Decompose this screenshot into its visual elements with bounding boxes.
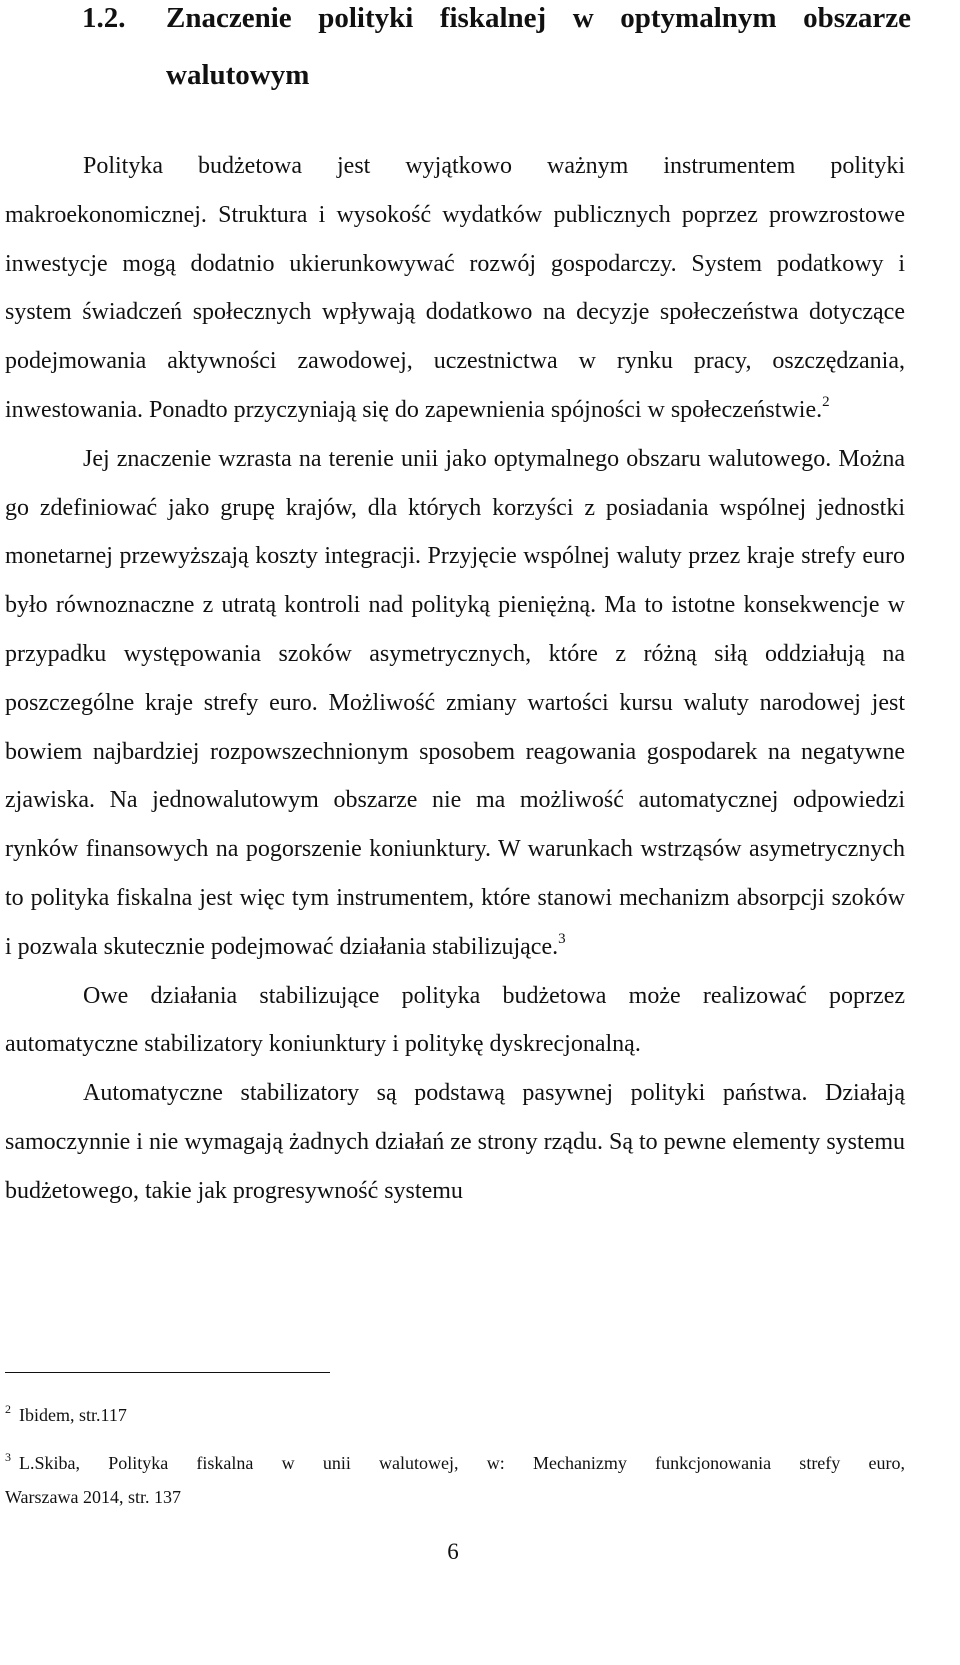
footnote-3-number: 3 (5, 1450, 11, 1464)
footnote-ref-2: 2 (822, 393, 830, 410)
section-title-line-2: walutowym (166, 59, 310, 91)
footnote-2 (5, 1398, 127, 1432)
footnote-2-number: 2 (5, 1402, 11, 1416)
footnote-ref-3: 3 (558, 930, 566, 947)
paragraph-2: Jej znaczenie wzrasta na terenie unii jako optymalnego obszaru walutowego. Można go zdefiniować jako grupę krajów, dla których korzyści z posiadania wspólnej jednostki monetarnej przewyższają koszty integracji. Przyjęcie wspólnej waluty przez kraje strefy euro było równoznaczne z utratą kontroli nad polityką pieniężną. Ma to istotne konsekwencje w przypadku występowania szoków asymetrycznych, które z różną siłą oddziałują na poszczególne kraje strefy euro. Możliwość zmiany wartości kursu waluty narodowej jest bowiem najbardziej rozpowszechnionym sposobem reagowania gospodarek na negatywne zjawiska. Na jednowalutowym obszarze nie ma możliwość automatycznej odpowiedzi rynków finansowych na pogorszenie koniunktury. W warunkach wstrząsów asymetrycznych to polityka fiskalna jest więc tym instrumentem, które stanowi mechanizm absorpcji szoków i pozwala skutecznie podejmować działania stabilizujące.$^3$ (5, 445, 905, 960)
footnote-2-text: Ibidem, str.117 (19, 1405, 127, 1425)
page-number: 6 (447, 1539, 459, 1564)
footnote-3-line-2: Warszawa 2014, str. 137 (5, 1487, 182, 1507)
section-title-line-1: Znaczenie polityki fiskalnej w optymalnym obszarze (166, 2, 911, 34)
paragraph-1: Polityka budżetowa jest wyjątkowo ważnym instrumentem polityki makroekonomicznej. Struktura i wysokość wydatków publicznych poprzez prowzrostowe inwestycje mogą dodatnio ukierunkowywać rozwój gospodarczy. System podatkowy i system świadczeń społecznych wpływają dodatkowo na decyzje społeczeństwa dotyczące podejmowania aktywności zawodowej, uczestnictwa w rynku pracy, oszczędzania, inwestowania. Ponadto przyczyniają się do zapewnienia spójności w społeczeństwie.$^2$ (5, 153, 905, 423)
footnote-3 (5, 1446, 905, 1480)
footnote-3-text-line-1: L.Skiba, Polityka fiskalna w unii walutowej, w: Mechanizmy funkcjonowania strefy euro, (19, 1453, 905, 1473)
footnote-separator (5, 1372, 330, 1373)
paragraph-3: Owe działania stabilizujące polityka budżetowa może realizować poprzez automatyczne stabilizatory koniunktury i politykę dyskrecjonalną. (5, 982, 905, 1058)
body-text (5, 142, 905, 1216)
section-number: 1.2. (82, 2, 126, 34)
paragraph-4: Automatyczne stabilizatory są podstawą pasywnej polityki państwa. Działają samoczynnie i nie wymagają żadnych działań ze strony rządu. Są to pewne elementy systemu budżetowego, takie jak progresywność systemu (5, 1080, 905, 1204)
